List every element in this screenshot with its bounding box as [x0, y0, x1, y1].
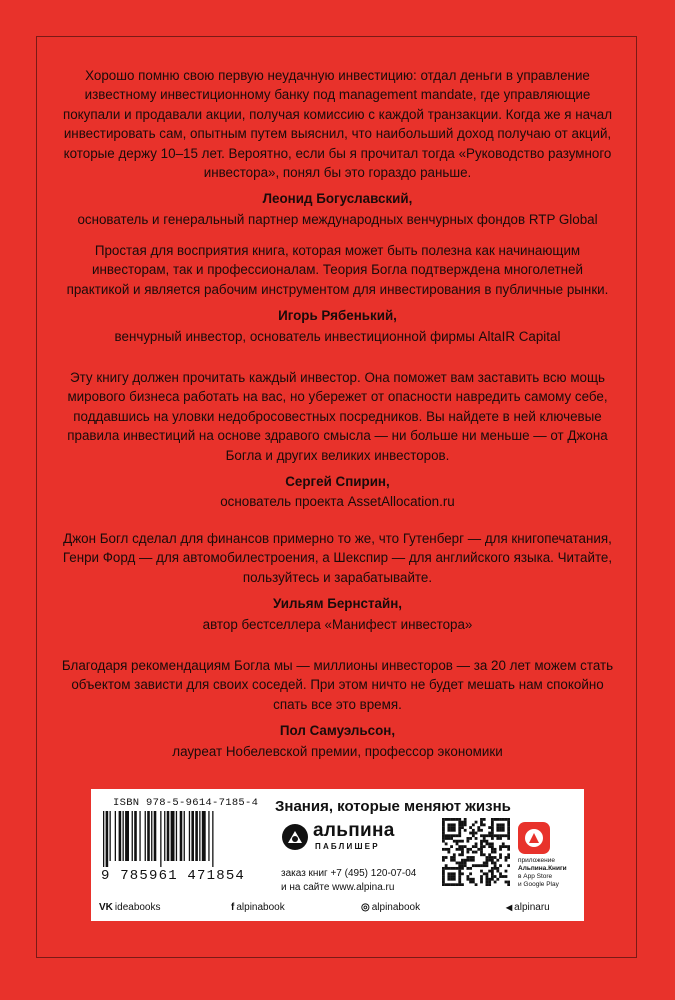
- quote-role: основатель и генеральный партнер международных венчурных фондов RTP Global: [77, 211, 598, 227]
- quote-4: [60, 529, 615, 634]
- quote-text: Эту книгу должен прочитать каждый инвестор. Она поможет вам заставить всю мощь мирового бизнеса работать на вас, но убережет от опасности навредить самому себе, поддавшись на уловки недобросовестных посредников. Вы найдете в ней ключевые правила инвестиций на основе здравого смысла — ни больше ни меньше — от Джона Богла и других великих инвесторов.: [67, 370, 608, 463]
- quote-author: Пол Самуэльсон,: [279, 723, 396, 739]
- instagram-icon: ◎: [361, 902, 370, 913]
- social-instagram[interactable]: [361, 902, 420, 913]
- qr-code[interactable]: [442, 818, 510, 886]
- barcode: [101, 811, 261, 869]
- quote-2: [60, 241, 615, 346]
- logo-name: альпина: [313, 820, 395, 841]
- quote-3: [60, 368, 615, 512]
- facebook-icon: f: [231, 902, 235, 913]
- social-telegram[interactable]: [506, 902, 550, 913]
- social-label: alpinabook: [371, 902, 421, 913]
- quote-5: [60, 656, 615, 761]
- quote-author: Игорь Рябенький,: [278, 308, 397, 324]
- quote-text: Хорошо помню свою первую неудачную инвестицию: отдал деньги в управление известному инвестиционному банку под management mandate, где управляющие покупали и продавали акции, получая комиссию с каждой транзакции. Когда же я начал инвестировать сам, опытным путем выяснил, что наибольший доход получаю от акций, которые держу 10–15 лет. Вероятно, если бы я прочитал тогда «Руководство разумного инвестора», понял бы это гораздо раньше.: [62, 68, 613, 181]
- quote-role: лауреат Нобелевской премии, профессор экономики: [172, 743, 503, 759]
- app-line-2: Альпина.Книги: [518, 865, 567, 872]
- logo-subtitle: ПАБЛИШЕР: [315, 842, 380, 851]
- quote-1: [60, 66, 615, 229]
- quote-role: основатель проекта AssetAllocation.ru: [220, 494, 455, 510]
- ean-digits: 9 785961 471854: [101, 868, 246, 884]
- app-line-3: в App Store: [518, 873, 553, 880]
- quote-text: Благодаря рекомендациям Богла мы — миллионы инвесторов — за 20 лет можем стать объектом зависти для своих соседей. При этом ничто не будет мешать нам спокойно спать все это время.: [61, 658, 614, 712]
- vk-icon: VK: [99, 902, 113, 913]
- slogan: Знания, которые меняют жизнь: [275, 798, 511, 815]
- social-label: alpinaru: [514, 902, 550, 913]
- social-links: [91, 902, 584, 918]
- social-label: alpinabook: [236, 902, 285, 913]
- alpina-logo-icon: [281, 823, 309, 851]
- quote-text: Простая для восприятия книга, которая может быть полезна как начинающим инвесторам, так и профессионалам. Теория Богла подтверждена многолетней практикой и является рабочим инструментом для инвестирования в публичные рынки.: [66, 243, 609, 297]
- isbn-text: ISBN 978-5-9614-7185-4: [113, 797, 259, 809]
- quote-text: Джон Богл сделал для финансов примерно то же, что Гутенберг — для книгопечатания, Генри Форд — для автомобилестроения, а Шекспир — для английского языка. Читайте, пользуйтесь и зарабатывайте.: [62, 531, 613, 585]
- app-line-1: приложение: [518, 857, 555, 864]
- social-label: ideabooks: [114, 902, 161, 913]
- quote-author: Уильям Бернстайн,: [272, 596, 403, 612]
- social-facebook[interactable]: [231, 902, 285, 913]
- quote-role: автор бестселлера «Манифест инвестора»: [202, 616, 473, 632]
- publisher-panel: [91, 789, 584, 921]
- quote-author: Сергей Спирин,: [285, 474, 390, 490]
- social-vk[interactable]: [99, 902, 161, 913]
- app-icon[interactable]: [518, 822, 550, 854]
- quote-author: Леонид Богуславский,: [262, 191, 413, 207]
- telegram-icon: ◀: [506, 903, 513, 912]
- order-phone: заказ книг +7 (495) 120-07-04: [281, 868, 417, 879]
- quote-role: венчурный инвестор, основатель инвестиционной фирмы AltaIR Capital: [114, 328, 561, 344]
- order-site[interactable]: и на сайте www.alpina.ru: [281, 882, 395, 893]
- app-line-4: и Google Play: [518, 881, 559, 888]
